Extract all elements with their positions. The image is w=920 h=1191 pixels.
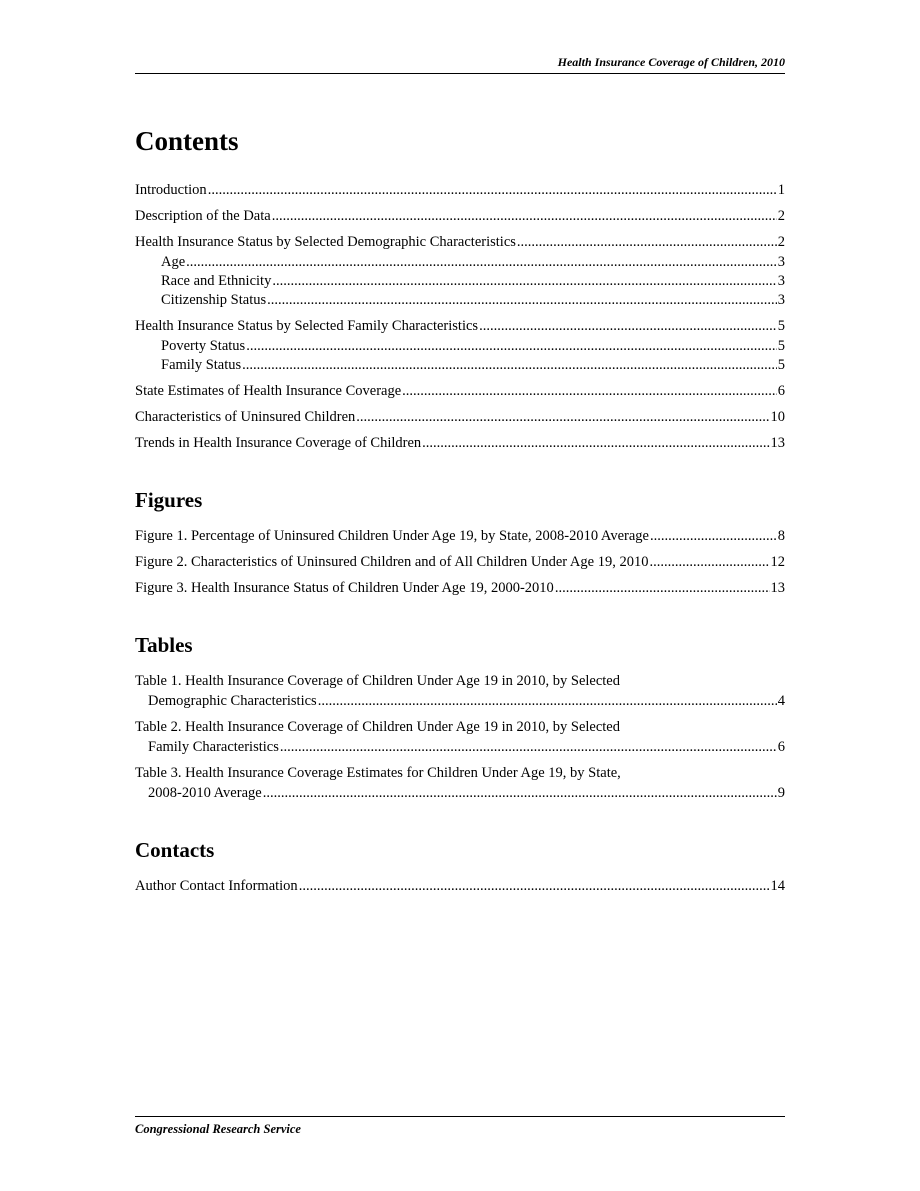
figures-heading: Figures xyxy=(135,488,203,512)
dot-leader xyxy=(272,207,777,225)
toc-entry-label: Figure 3. Health Insurance Status of Children Under Age 19, 2000-2010 xyxy=(135,580,554,596)
toc-entry-label-line2: Demographic Characteristics xyxy=(148,693,317,709)
dot-leader xyxy=(517,233,777,251)
toc-entry-demographic-characteristics[interactable] xyxy=(135,233,785,251)
running-header xyxy=(135,55,785,74)
toc-entry-uninsured-characteristics[interactable] xyxy=(135,408,785,426)
dot-leader xyxy=(280,738,777,756)
tables-section xyxy=(135,633,785,802)
contents-section xyxy=(135,126,785,452)
dot-leader xyxy=(263,784,777,802)
dot-leader xyxy=(555,579,770,597)
toc-entry-label: Citizenship Status xyxy=(161,292,267,308)
dot-leader xyxy=(318,692,777,710)
toc-entry-page: 3 xyxy=(777,254,785,270)
toc-entry-label: Trends in Health Insurance Coverage of Children xyxy=(135,435,422,451)
toc-entry-label: State Estimates of Health Insurance Coverage xyxy=(135,383,402,399)
dot-leader xyxy=(186,253,777,271)
toc-entry-label-line2: Family Characteristics xyxy=(148,739,279,755)
toc-entry-page: 8 xyxy=(777,528,785,544)
toc-entry-label: Author Contact Information xyxy=(135,878,298,894)
dot-leader xyxy=(422,434,769,452)
toc-entry-label: Characteristics of Uninsured Children xyxy=(135,409,356,425)
toc-subentry-poverty-status[interactable] xyxy=(135,337,785,355)
dot-leader xyxy=(299,877,770,895)
dot-leader xyxy=(650,527,777,545)
tables-heading: Tables xyxy=(135,633,193,657)
toc-entry-description-of-data[interactable] xyxy=(135,207,785,225)
toc-subentry-race-ethnicity[interactable] xyxy=(135,272,785,290)
contacts-heading: Contacts xyxy=(135,838,215,862)
toc-entry-author-contact[interactable] xyxy=(135,877,785,895)
toc-subentry-family-status[interactable] xyxy=(135,356,785,374)
toc-entry-page: 6 xyxy=(777,739,785,755)
toc-entry-page: 3 xyxy=(777,273,785,289)
running-header-title: Health Insurance Coverage of Children, 2010 xyxy=(557,55,785,69)
toc-entry-table-2[interactable] xyxy=(135,718,785,756)
figures-section xyxy=(135,488,785,597)
toc-entry-page: 2 xyxy=(777,234,785,250)
toc-entry-page: 5 xyxy=(777,338,785,354)
toc-entry-state-estimates[interactable] xyxy=(135,382,785,400)
toc-subentry-citizenship-status[interactable] xyxy=(135,291,785,309)
toc-entry-label: Figure 2. Characteristics of Uninsured Children and of All Children Under Age 19, 2010 xyxy=(135,554,649,570)
dot-leader xyxy=(356,408,769,426)
toc-entry-label: Health Insurance Status by Selected Family Characteristics xyxy=(135,318,479,334)
toc-entry-page: 9 xyxy=(777,785,785,801)
contents-heading: Contents xyxy=(135,126,239,156)
toc-entry-introduction[interactable] xyxy=(135,181,785,199)
running-footer xyxy=(135,1116,785,1137)
toc-entry-page: 6 xyxy=(777,383,785,399)
toc-entry-label: Age xyxy=(161,254,186,270)
toc-entry-label: Race and Ethnicity xyxy=(161,273,272,289)
toc-entry-label-line2: 2008-2010 Average xyxy=(148,785,262,801)
toc-entry-table-3[interactable] xyxy=(135,764,785,802)
contacts-section xyxy=(135,838,785,895)
toc-entry-label: Health Insurance Status by Selected Demographic Characteristics xyxy=(135,234,516,250)
dot-leader xyxy=(479,317,777,335)
toc-entry-family-characteristics[interactable] xyxy=(135,317,785,335)
toc-entry-page: 5 xyxy=(777,357,785,373)
toc-entry-label-line1: Table 3. Health Insurance Coverage Estimates for Children Under Age 19, by State, xyxy=(135,765,621,781)
dot-leader xyxy=(272,272,776,290)
toc-entry-label: Poverty Status xyxy=(161,338,246,354)
table-of-contents xyxy=(135,120,785,931)
toc-entry-page: 13 xyxy=(770,580,785,596)
footer-publisher: Congressional Research Service xyxy=(135,1122,301,1136)
dot-leader xyxy=(649,553,769,571)
toc-entry-label-line1: Table 2. Health Insurance Coverage of Children Under Age 19 in 2010, by Selected xyxy=(135,719,620,735)
toc-entry-page: 3 xyxy=(777,292,785,308)
dot-leader xyxy=(246,337,777,355)
dot-leader xyxy=(208,181,777,199)
toc-entry-page: 14 xyxy=(770,878,785,894)
toc-entry-page: 1 xyxy=(777,182,785,198)
toc-entry-page: 4 xyxy=(777,693,785,709)
toc-entry-page: 12 xyxy=(770,554,785,570)
toc-entry-page: 5 xyxy=(777,318,785,334)
toc-entry-page: 10 xyxy=(770,409,785,425)
dot-leader xyxy=(402,382,777,400)
toc-entry-figure-3[interactable] xyxy=(135,579,785,597)
dot-leader xyxy=(242,356,777,374)
toc-entry-table-1[interactable] xyxy=(135,672,785,710)
toc-entry-trends[interactable] xyxy=(135,434,785,452)
toc-entry-figure-1[interactable] xyxy=(135,527,785,545)
toc-entry-page: 2 xyxy=(777,208,785,224)
toc-entry-label-line1: Table 1. Health Insurance Coverage of Children Under Age 19 in 2010, by Selected xyxy=(135,673,620,689)
toc-entry-label: Introduction xyxy=(135,182,207,198)
dot-leader xyxy=(267,291,777,309)
toc-entry-label: Description of the Data xyxy=(135,208,271,224)
toc-entry-label: Family Status xyxy=(161,357,242,373)
toc-entry-page: 13 xyxy=(770,435,785,451)
toc-subentry-age[interactable] xyxy=(135,253,785,271)
toc-entry-figure-2[interactable] xyxy=(135,553,785,571)
toc-entry-label: Figure 1. Percentage of Uninsured Children Under Age 19, by State, 2008-2010 Average xyxy=(135,528,649,544)
